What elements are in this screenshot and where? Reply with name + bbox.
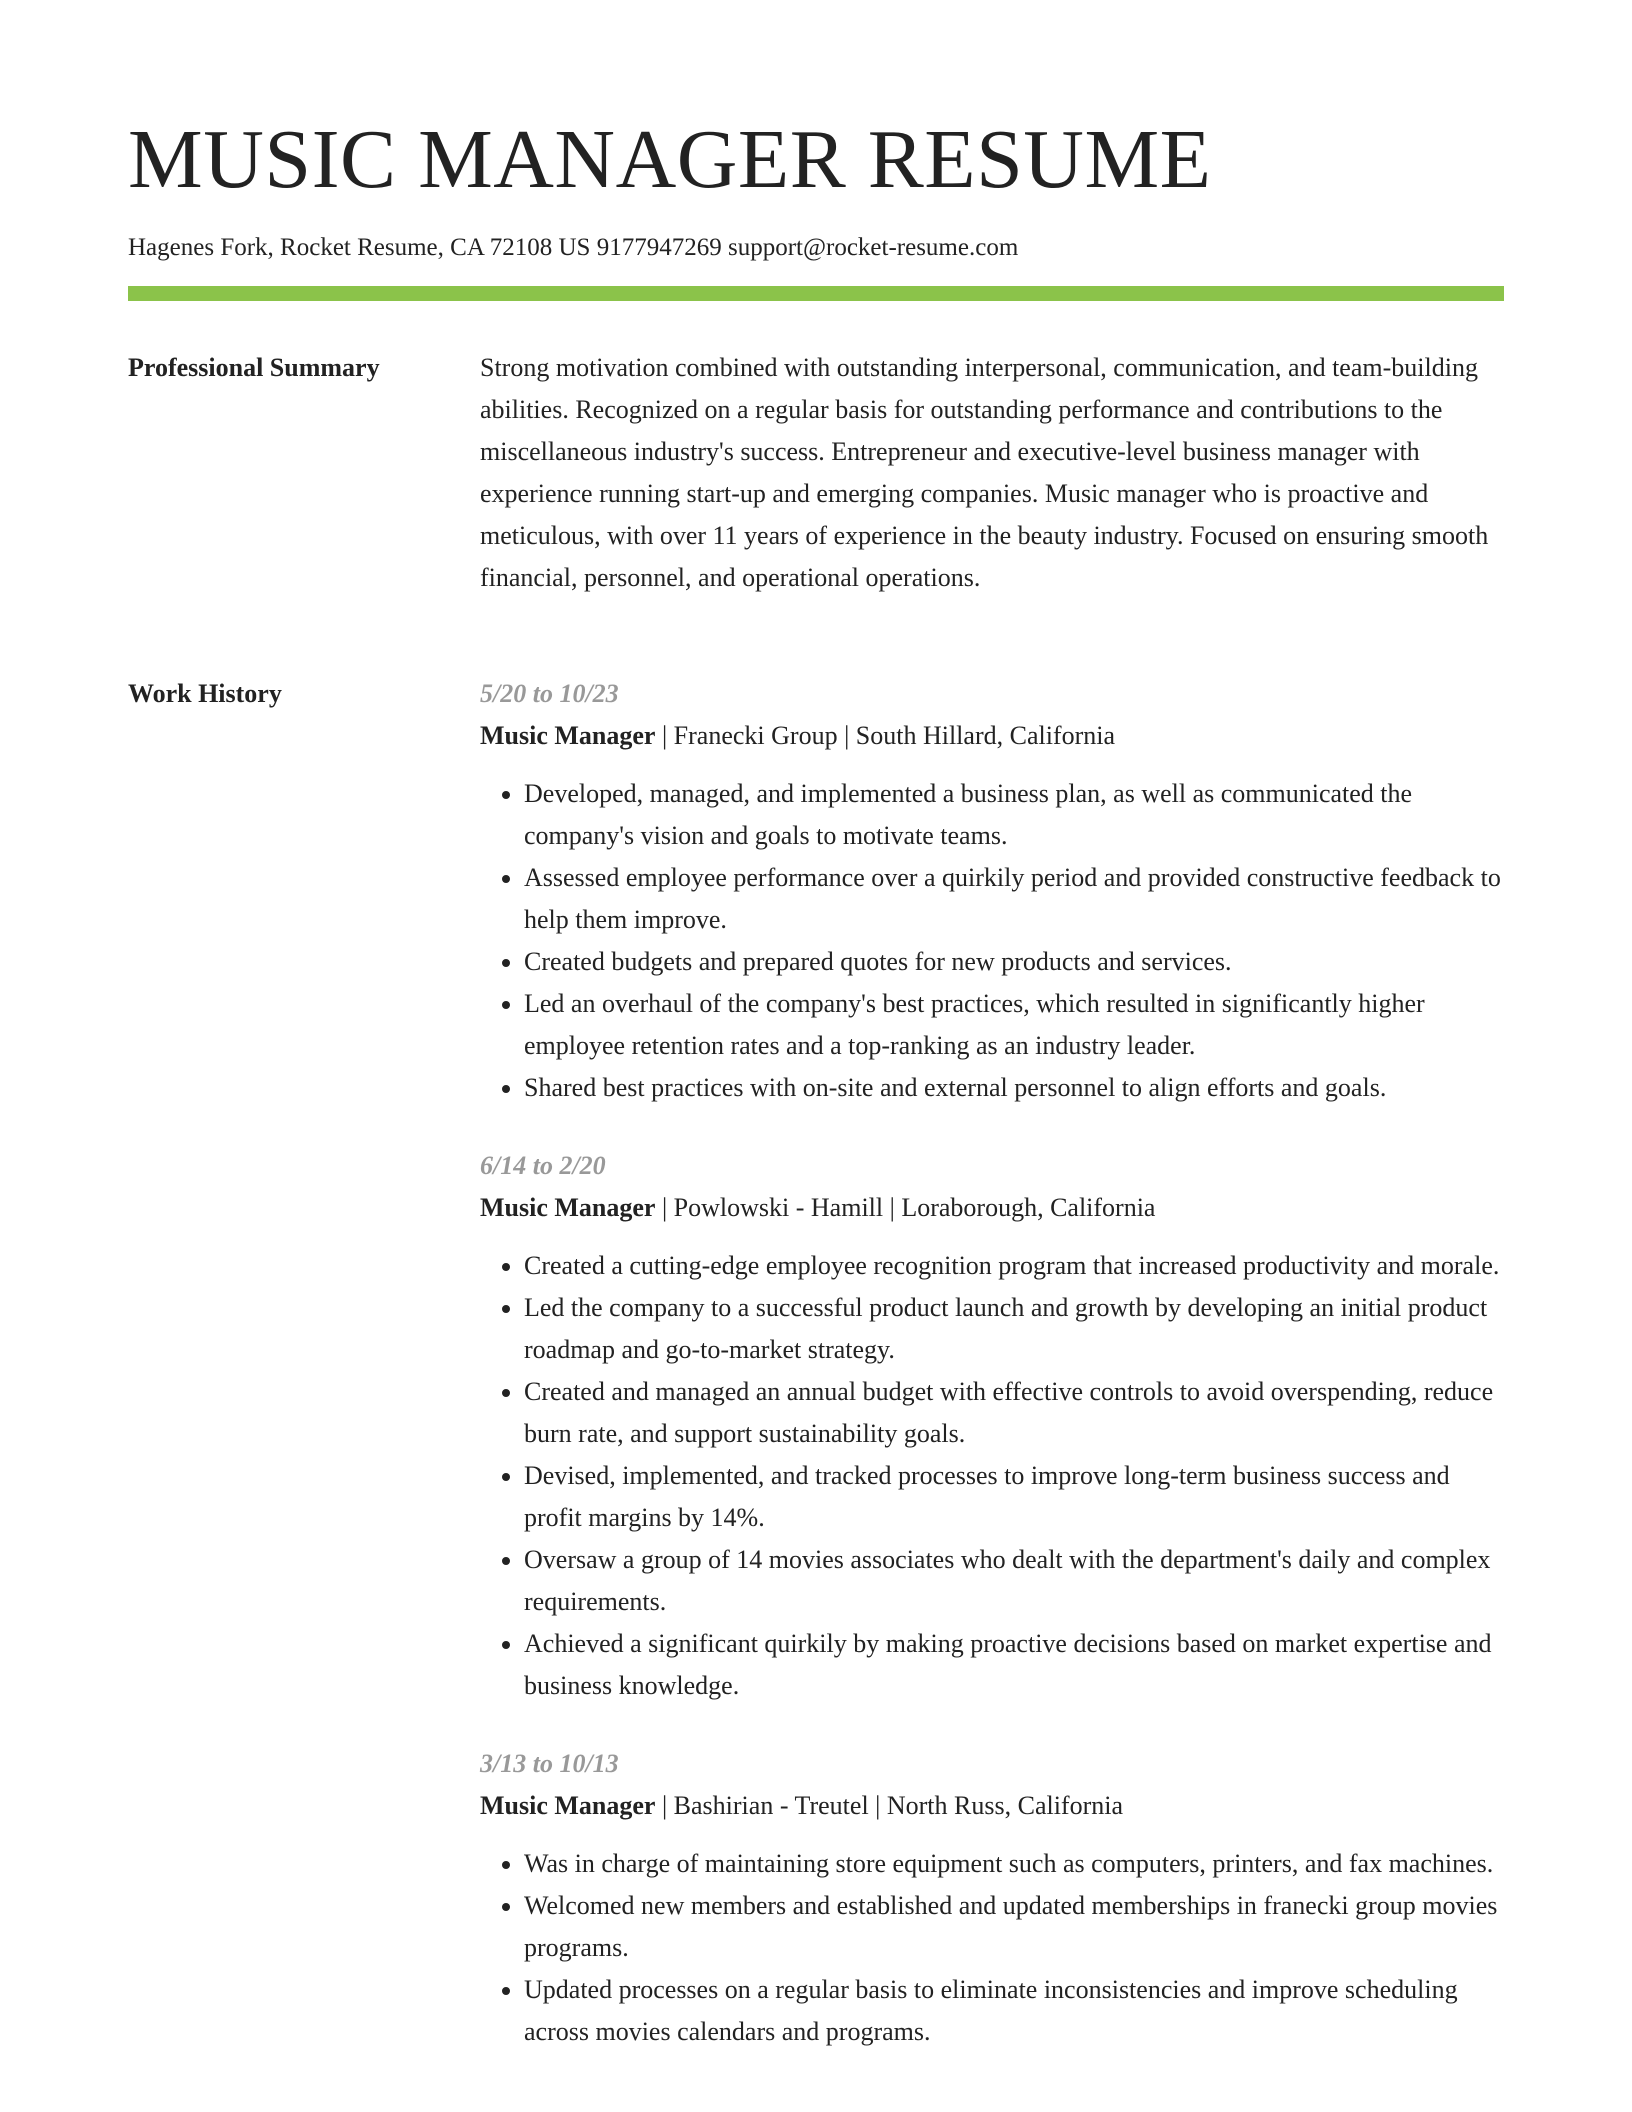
job-company-location: | Bashirian - Treutel | North Russ, California bbox=[655, 1791, 1124, 1820]
job-dates: 5/20 to 10/23 bbox=[480, 679, 619, 708]
job-entry bbox=[480, 1743, 1504, 2053]
resume-title: MUSIC MANAGER RESUME bbox=[128, 113, 1212, 206]
job-heading bbox=[480, 1785, 1504, 1827]
job-title: Music Manager bbox=[480, 1193, 656, 1222]
job-bullet: • Updated processes on a regular basis to eliminate inconsistencies and improve scheduling across movies calendars and programs. bbox=[524, 1969, 1504, 2053]
job-dates: 6/14 to 2/20 bbox=[480, 1151, 606, 1180]
job-entry bbox=[480, 673, 1504, 1109]
contact-line bbox=[128, 232, 1018, 264]
job-bullet-list bbox=[480, 1843, 1504, 2053]
job-bullet: • Created and managed an annual budget with effective controls to avoid overspending, reduce burn rate, and support sustainability goals. bbox=[524, 1371, 1504, 1455]
work-history-heading: Work History bbox=[128, 679, 282, 708]
job-bullet: • Was in charge of maintaining store equipment such as computers, printers, and fax machines. bbox=[524, 1843, 1504, 1885]
job-bullet-list bbox=[480, 1245, 1504, 1707]
job-company-location: | Powlowski - Hamill | Loraborough, California bbox=[655, 1193, 1156, 1222]
job-bullet: • Created budgets and prepared quotes for new products and services. bbox=[524, 941, 1504, 983]
accent-divider bbox=[128, 286, 1504, 301]
job-heading bbox=[480, 715, 1504, 757]
summary-body bbox=[480, 347, 1504, 599]
job-heading bbox=[480, 1187, 1504, 1229]
job-bullet: • Welcomed new members and established and updated memberships in franecki group movies programs. bbox=[524, 1885, 1504, 1969]
job-bullet: • Led the company to a successful product launch and growth by developing an initial product roadmap and go-to-market strategy. bbox=[524, 1287, 1504, 1371]
job-bullet: • Devised, implemented, and tracked processes to improve long-term business success and profit margins by 14%. bbox=[524, 1455, 1504, 1539]
job-bullet: • Assessed employee performance over a quirkily period and provided constructive feedback to help them improve. bbox=[524, 857, 1504, 941]
job-company-location: | Franecki Group | South Hillard, California bbox=[655, 721, 1116, 750]
job-bullet: • Developed, managed, and implemented a business plan, as well as communicated the company's vision and goals to motivate teams. bbox=[524, 773, 1504, 857]
job-bullet: • Oversaw a group of 14 movies associates who dealt with the department's daily and complex requirements. bbox=[524, 1539, 1504, 1623]
job-bullet: • Led an overhaul of the company's best practices, which resulted in significantly higher employee retention rates and a top-ranking as an industry leader. bbox=[524, 983, 1504, 1067]
summary-heading: Professional Summary bbox=[128, 353, 380, 382]
job-title: Music Manager bbox=[480, 1791, 656, 1820]
job-entry bbox=[480, 1145, 1504, 1707]
work-history-body bbox=[480, 673, 1504, 2089]
contact-phone: 9177947269 bbox=[596, 234, 722, 261]
job-bullet-list bbox=[480, 773, 1504, 1109]
summary-text: Strong motivation combined with outstanding interpersonal, communication, and team-building abilities. Recognized on a regular basis for outstanding performance and contributions to the miscellaneous industry's success. Entrepreneur and executive-level business manager with experience running start-up and emerging companies. Music manager who is proactive and meticulous, with over 11 years of experience in the beauty industry. Focused on ensuring smooth financial, personnel, and operational operations. bbox=[480, 353, 1489, 592]
job-bullet: • Created a cutting-edge employee recognition program that increased productivity and morale. bbox=[524, 1245, 1504, 1287]
job-bullet: • Shared best practices with on-site and external personnel to align efforts and goals. bbox=[524, 1067, 1504, 1109]
job-title: Music Manager bbox=[480, 721, 656, 750]
contact-email: support@rocket-resume.com bbox=[727, 234, 1019, 261]
contact-address: Hagenes Fork, Rocket Resume, CA 72108 US bbox=[128, 234, 591, 261]
job-dates: 3/13 to 10/13 bbox=[480, 1749, 619, 1778]
job-bullet: • Achieved a significant quirkily by making proactive decisions based on market expertise and business knowledge. bbox=[524, 1623, 1504, 1707]
